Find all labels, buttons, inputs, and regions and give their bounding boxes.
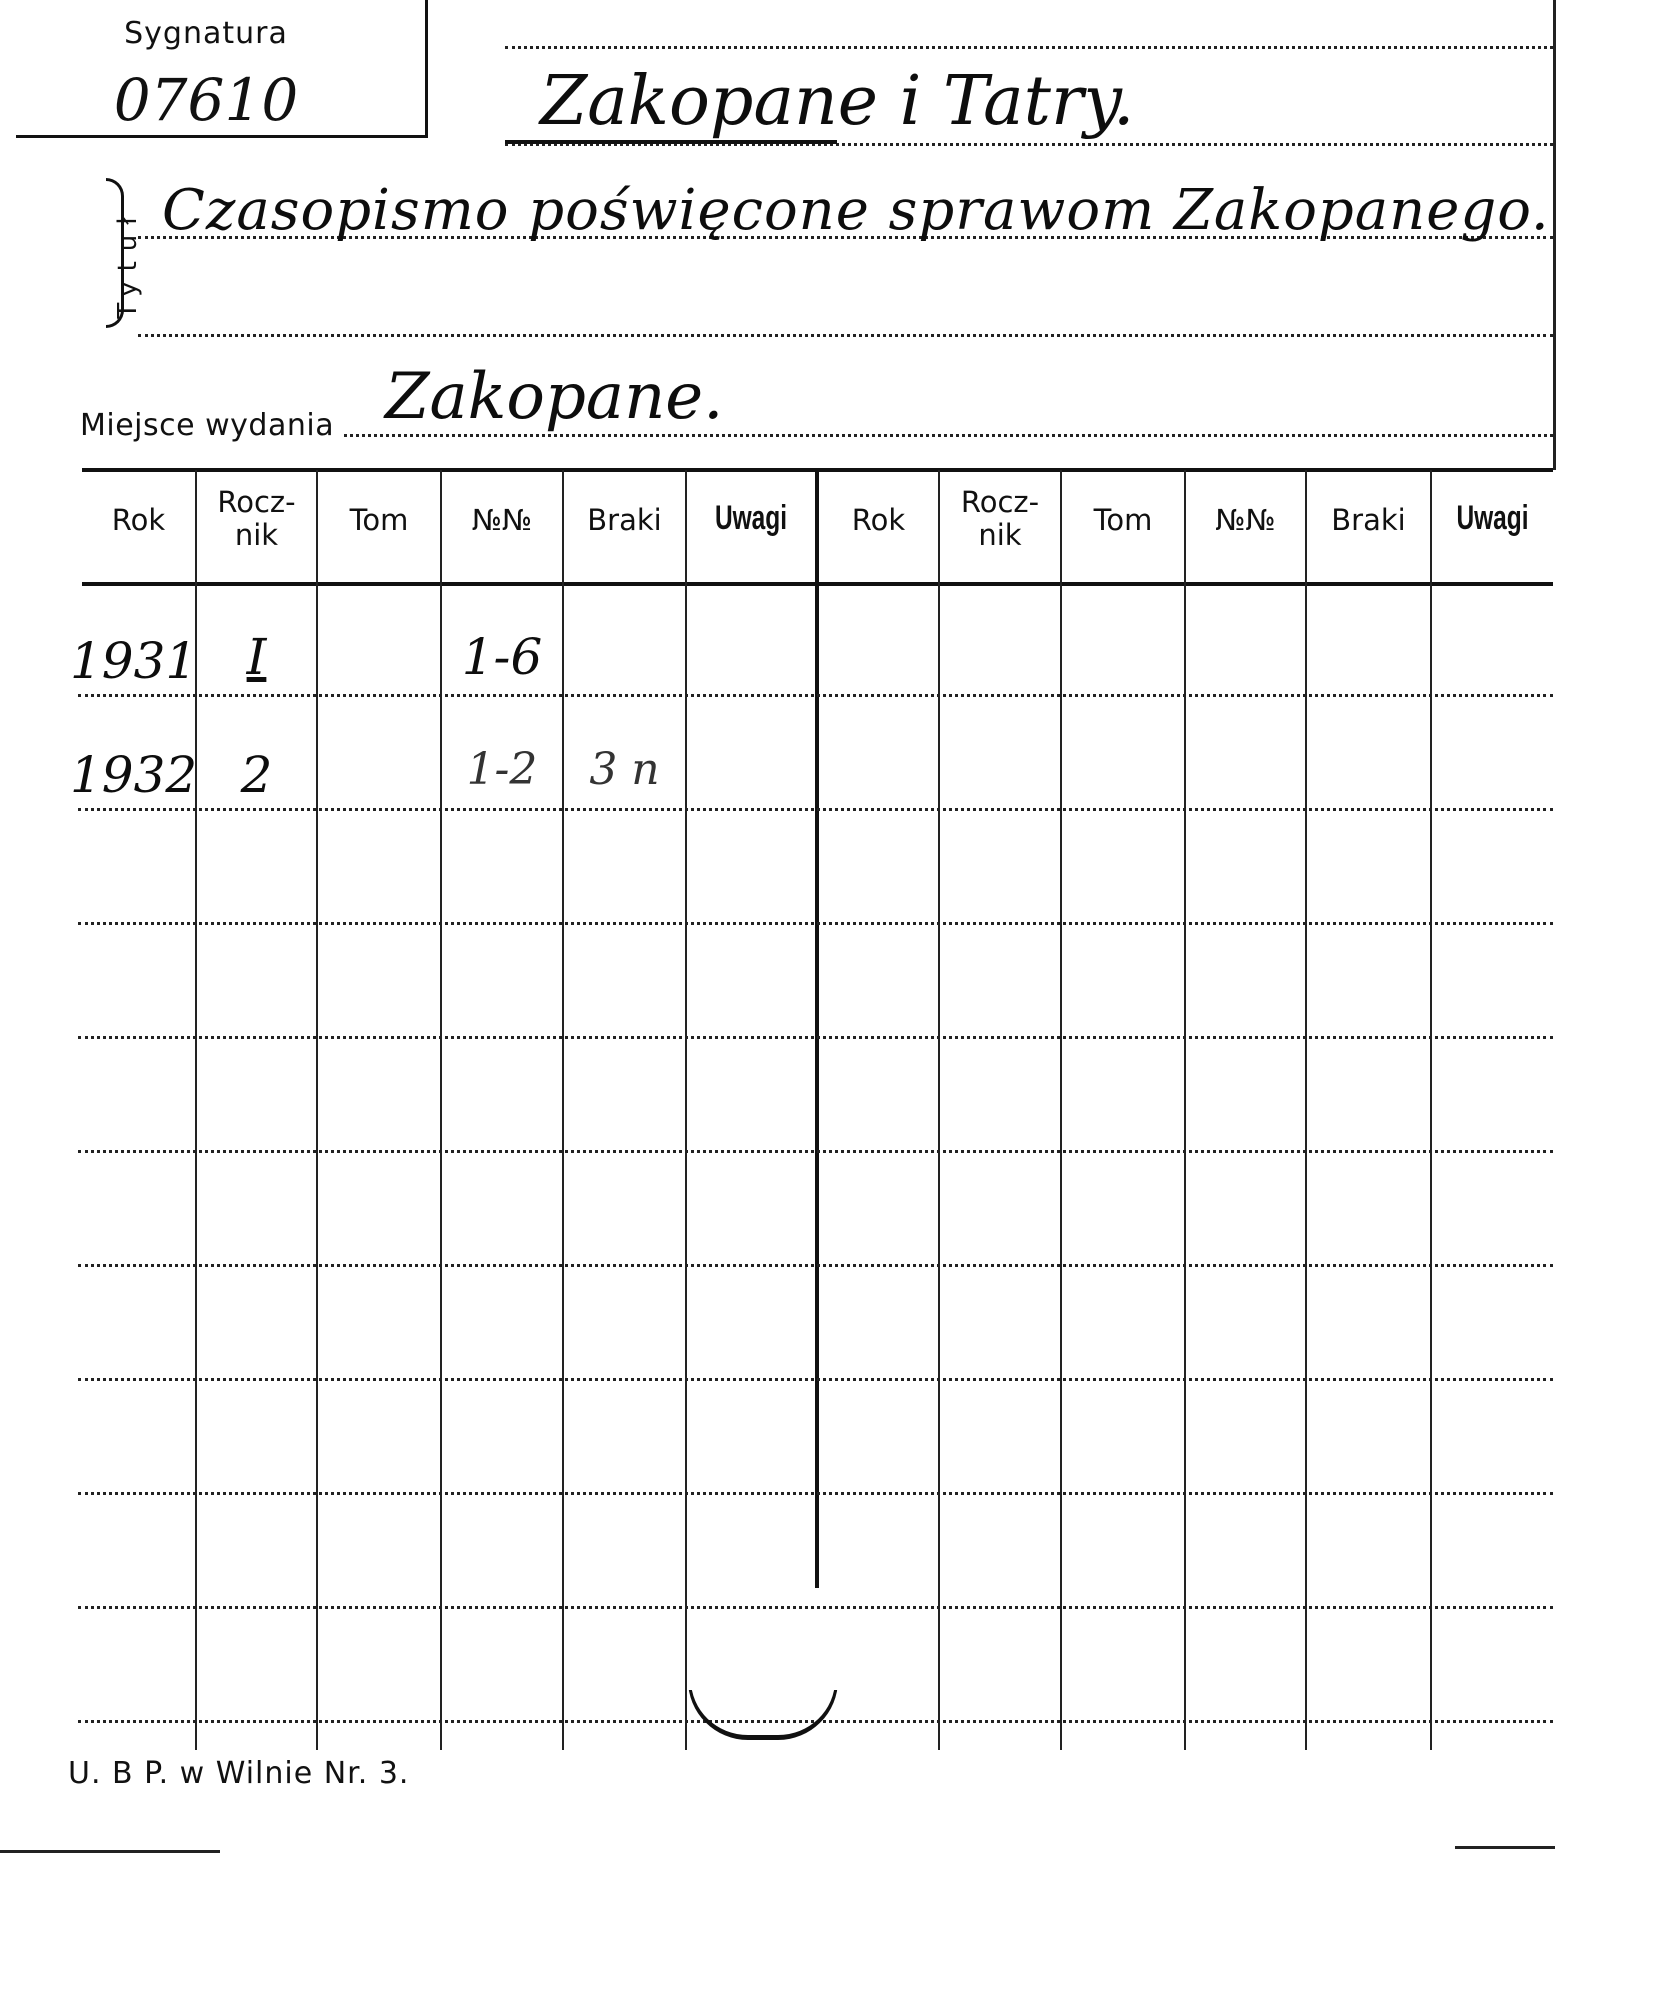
row-line: [78, 1264, 1553, 1267]
card-edge-right: [1455, 1846, 1555, 1849]
tytul-label: Tytuł: [113, 207, 143, 319]
header-numery-right: №№: [1215, 503, 1276, 537]
row-1-rocznik: I: [246, 628, 267, 686]
periodical-subtitle: Czasopismo poświęcone sprawom Zakopanego.: [162, 178, 1550, 243]
title-dotted-line-4: [138, 334, 1553, 337]
column-divider: [685, 470, 687, 1750]
miejsce-wydania-value: Zakopane.: [385, 360, 724, 434]
header-uwagi-left: Uwagi: [714, 499, 788, 537]
column-divider: [1305, 470, 1307, 1750]
header-tom-right: Tom: [1093, 503, 1153, 537]
periodical-title: Zakopane i Tatry.: [540, 62, 1135, 141]
tytul-brace: [106, 178, 124, 328]
column-divider: [1184, 470, 1186, 1750]
column-divider: [1430, 470, 1432, 1750]
row-line: [78, 922, 1553, 925]
card-right-edge: [1553, 0, 1556, 470]
row-line: [78, 1606, 1553, 1609]
row-line: [78, 694, 1553, 697]
header-uwagi-right: Uwagi: [1456, 499, 1529, 537]
sygnatura-label: Sygnatura: [124, 16, 288, 51]
row-2-rok: 1932: [70, 746, 198, 804]
sygnatura-value: 07610: [113, 66, 299, 134]
column-divider: [938, 470, 940, 1750]
row-line: [78, 1036, 1553, 1039]
title-dotted-line-1: [505, 46, 1553, 49]
header-rok-right: Rok: [851, 503, 906, 537]
header-numery-left: №№: [471, 503, 533, 537]
row-line: [78, 1150, 1553, 1153]
header-braki-left: Braki: [587, 503, 662, 537]
punch-hole-outline: [688, 1660, 838, 1740]
center-divider: [815, 470, 819, 1588]
header-tom-left: Tom: [349, 503, 409, 537]
header-rocznik-right: Rocz- nik: [960, 485, 1040, 552]
column-divider: [316, 470, 318, 1750]
row-line: [78, 808, 1553, 811]
header-rocznik-left: Rocz- nik: [217, 485, 296, 552]
title-underline: [505, 140, 837, 144]
row-1-numery: 1-6: [461, 628, 543, 686]
row-line: [78, 1378, 1553, 1381]
row-1-rok: 1931: [70, 632, 198, 690]
row-2-braki: 3 n: [589, 744, 660, 795]
column-divider: [562, 470, 564, 1750]
miejsce-wydania-label: Miejsce wydania: [80, 408, 335, 443]
card-edge-left: [0, 1850, 220, 1853]
header-braki-right: Braki: [1331, 503, 1406, 537]
header-rok-left: Rok: [111, 503, 166, 537]
miejsce-dotted-line: [344, 434, 1553, 437]
row-2-numery: 1-2: [466, 744, 538, 795]
printer-footer: U. B P. w Wilnie Nr. 3.: [68, 1756, 410, 1791]
column-divider: [1060, 470, 1062, 1750]
row-2-rocznik: 2: [240, 746, 273, 804]
row-line: [78, 1492, 1553, 1495]
